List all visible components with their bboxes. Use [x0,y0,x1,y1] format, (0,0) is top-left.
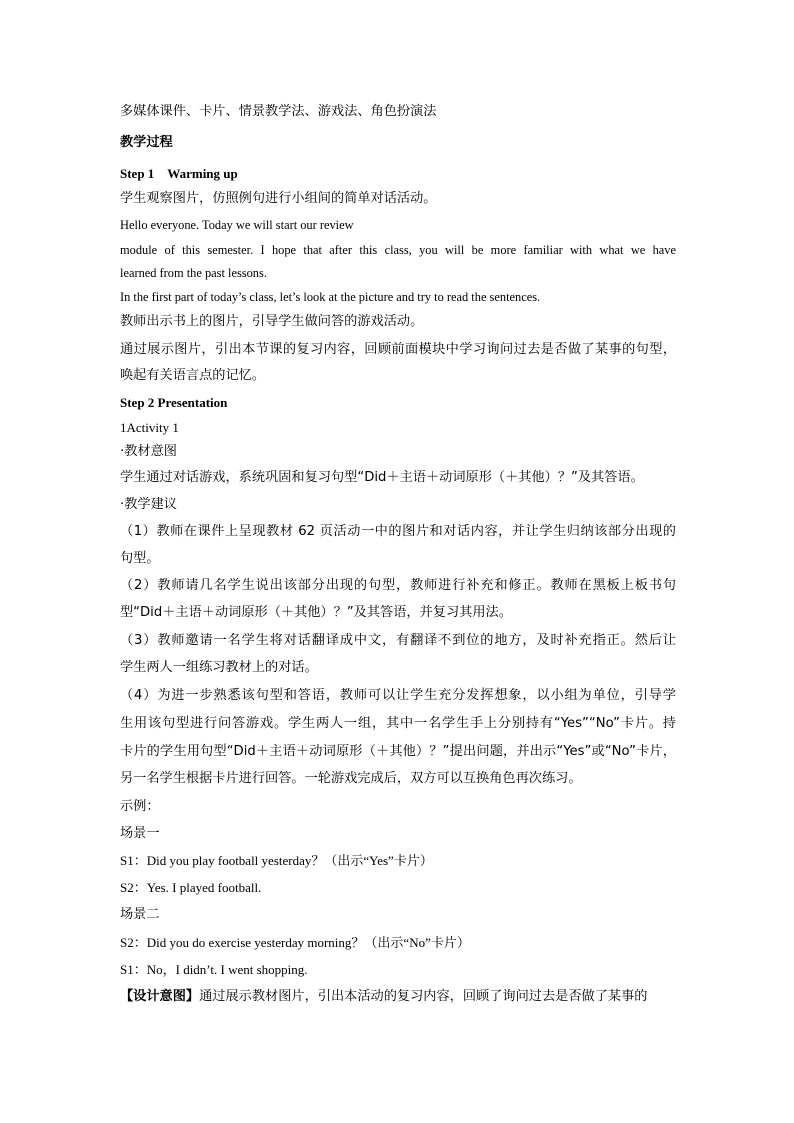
design-intent-line [120,989,676,1005]
speech-line-2: module of this semester. I hope that after this class, you will be more familiar with what we have [120,243,676,257]
suggestion-1-line2: 句型。 [120,551,160,566]
scene-2-question: S2：Did you do exercise yesterday morning？（出示“No”卡片） [120,935,470,950]
scene-2-label: 场景二 [120,907,160,922]
design-intent-label: 【设计意图】 [120,989,200,1004]
intent-text: 学生通过对话游戏，系统巩固和复习句型“Did＋主语＋动词原形（＋其他）？”及其答语。 [120,470,644,485]
suggestion-4-line2: 生用该句型进行问答游戏。学生两人一组，其中一名学生手上分别持有“Yes”“No”卡片。持 [120,716,676,731]
suggestion-4-line3: 卡片的学生用句型“Did＋主语＋动词原形（＋其他）？”提出问题，并出示“Yes”或“No”卡片， [120,744,676,759]
suggestion-4-line4: 另一名学生根据卡片进行回答。一轮游戏完成后，双方可以互换角色再次练习。 [120,771,582,786]
scene-1-question: S1：Did you play football yesterday？（出示“Yes”卡片） [120,853,433,868]
design-intent-text: 通过展示教材图片，引出本活动的复习内容，回顾了询问过去是否做了某事的 [199,989,648,1004]
example-label: 示例： [120,799,160,814]
teaching-aids-line: 多媒体课件、卡片、情景教学法、游戏法、角色扮演法 [120,104,437,119]
speech-line-3: learned from the past lessons. [120,266,267,280]
step1-para1: 教师出示书上的图片，引导学生做问答的游戏活动。 [120,314,424,329]
step2-title: Step 2 Presentation [120,395,228,410]
step1-intro: 学生观察图片，仿照例句进行小组间的简单对话活动。 [120,191,437,206]
scene-1-answer: S2：Yes. I played football. [120,880,262,895]
process-heading: 教学过程 [120,135,173,150]
speech-line-1: Hello everyone. Today we will start our review [120,218,354,232]
step1-para2-line1: 通过展示图片，引出本节课的复习内容，回顾前面模块中学习询问过去是否做了某事的句型， [120,342,676,357]
suggestion-4-line1: （4）为进一步熟悉该句型和答语，教师可以让学生充分发挥想象，以小组为单位，引导学 [120,688,676,703]
step1-para2-line2: 唤起有关语言点的记忆。 [120,368,266,383]
step1-title: Step 1 Warming up [120,166,238,181]
suggestion-2-line2: 型“Did＋主语＋动词原形（＋其他）？”及其答语，并复习其用法。 [120,605,512,620]
speech-line-4: In the first part of today’s class, let’s look at the picture and try to read the sentences. [120,290,541,304]
suggestion-3-line1: （3）教师邀请一名学生将对话翻译成中文，有翻译不到位的地方，及时补充指正。然后让 [120,633,676,648]
activity-label: 1Activity 1 [120,420,179,435]
suggestion-2-line1: （2）教师请几名学生说出该部分出现的句型，教师进行补充和修正。教师在黑板上板书句 [120,578,676,593]
suggest-label: ·教学建议 [120,497,177,512]
suggestion-1-line1: （1）教师在课件上呈现教材 62 页活动一中的图片和对话内容，并让学生归纳该部分出现的 [120,524,676,539]
scene-2-answer: S1：No，I didn’t. I went shopping. [120,962,308,977]
suggestion-3-line2: 学生两人一组练习教材上的对话。 [120,660,318,675]
scene-1-label: 场景一 [120,826,160,841]
intent-label: ·教材意图 [120,444,177,459]
